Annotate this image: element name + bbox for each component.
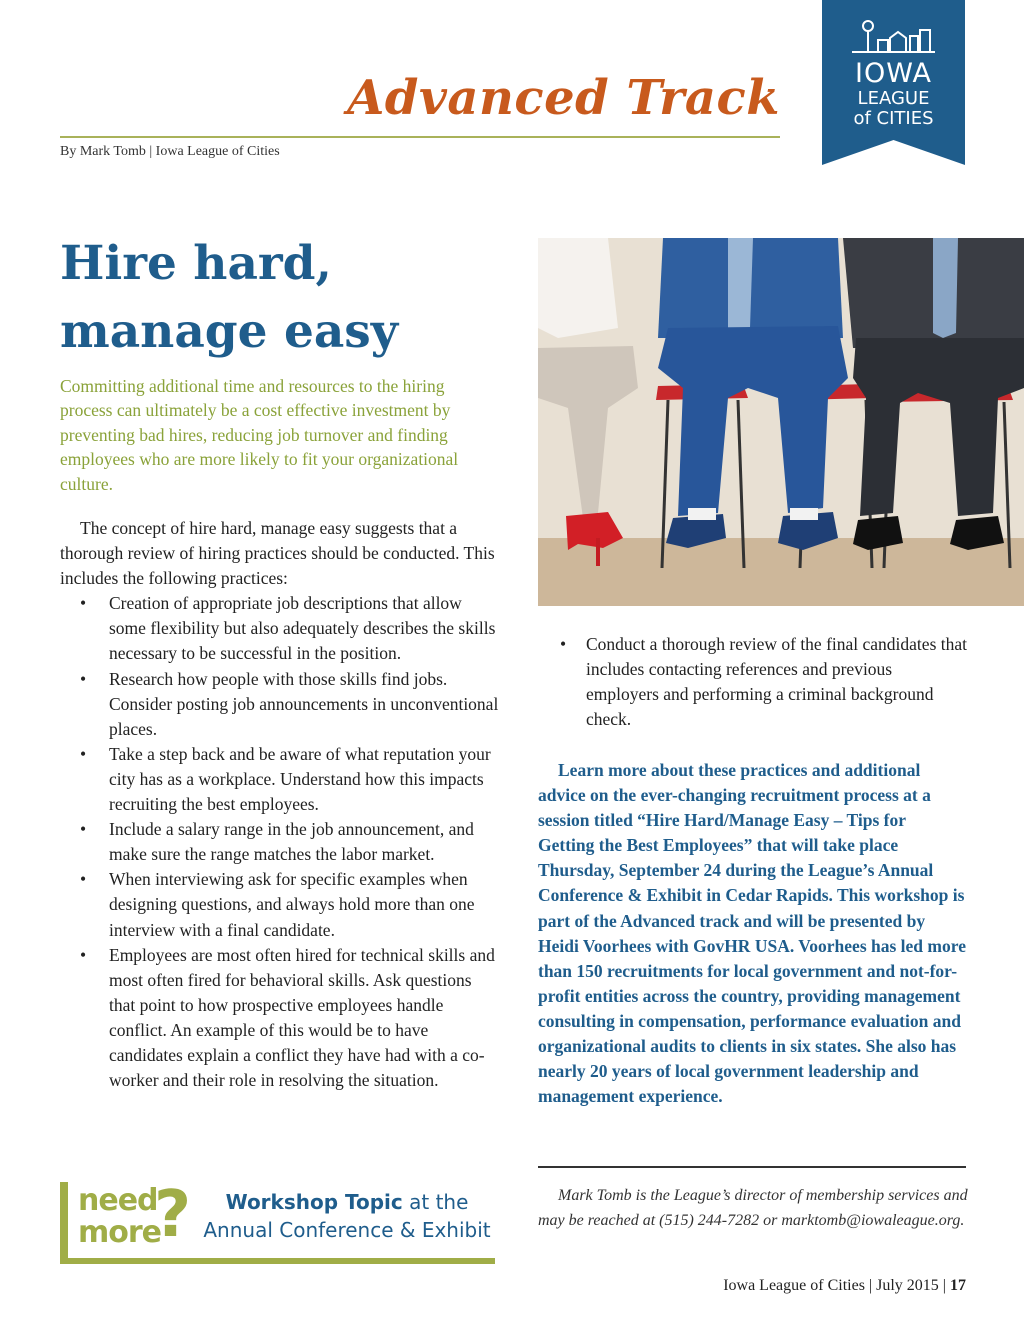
page-number: 17 bbox=[950, 1277, 966, 1294]
intro-paragraph: The concept of hire hard, manage easy suggests that a thorough review of hiring practices should be conducted. This includes the following practices: bbox=[60, 518, 495, 589]
bullet-icon: • bbox=[80, 869, 87, 890]
list-item-text: Conduct a thorough review of the final candidates that includes contacting references and previous employers and performing a criminal background check. bbox=[586, 634, 967, 730]
bullet-icon: • bbox=[80, 593, 87, 614]
list-item bbox=[60, 667, 500, 742]
promo-more-text: more bbox=[78, 1215, 162, 1250]
bullet-icon: • bbox=[560, 634, 567, 654]
footer-text: Iowa League of Cities | July 2015 | bbox=[723, 1277, 950, 1294]
section-title: Advanced Track bbox=[347, 70, 780, 126]
list-item bbox=[60, 591, 500, 666]
list-item-text: When interviewing ask for specific examples when designing questions, and always hold more than one interview with a final candidate. bbox=[109, 869, 475, 940]
promo-border-left bbox=[60, 1182, 68, 1264]
need-more-promo bbox=[60, 1178, 495, 1264]
callout-divider bbox=[538, 1166, 966, 1168]
iowa-league-logo bbox=[822, 0, 965, 165]
logo-text-iowa: IOWA bbox=[855, 58, 932, 89]
article-deck: Committing additional time and resources to the hiring process can ultimately be a cost effective investment by preventing bad hires, reducing job turnover and finding employees who are more likely to fit your organizational culture. bbox=[60, 376, 459, 494]
practices-list bbox=[60, 591, 500, 1093]
list-item-text: Include a salary range in the job announcement, and make sure the range matches the labor market. bbox=[109, 819, 474, 865]
session-callout: Learn more about these practices and additional advice on the ever-changing recruitment process at a session titled “Hire Hard/Manage Easy – Tips for Getting the Best Employees” that will take place Thursday, September 24 during the League’s Annual Conference & Exhibit in Cedar Rapids. This workshop is part of the Advanced track and will be presented by Heidi Voorhees with GovHR USA. Voorhees has led more than 150 recruitments for local government and not-for-profit entities across the country, providing management consulting in compensation, performance evaluation and organizational audits to clients in six states. She also has nearly 20 years of local government leadership and management experience. bbox=[538, 760, 966, 1107]
list-item bbox=[60, 867, 500, 942]
bullet-icon: • bbox=[80, 819, 87, 840]
headline-line-2: manage easy bbox=[60, 304, 399, 359]
page-footer bbox=[723, 1277, 966, 1295]
workshop-topic-label bbox=[202, 1188, 492, 1244]
promo-border-bottom bbox=[60, 1258, 495, 1264]
workshop-topic-line2: Annual Conference & Exhibit bbox=[203, 1218, 491, 1242]
bullet-icon: • bbox=[80, 668, 87, 689]
list-item bbox=[60, 943, 500, 1094]
header-divider bbox=[60, 136, 780, 138]
question-mark-icon: ? bbox=[154, 1178, 192, 1252]
list-item-text: Employees are most often hired for technical skills and most often fired for behavioral skills. Ask questions that point to how prospective employees handle conflict. An example of this would be to have candidates explain a conflict they have had with a co-worker and their role in resolving the situation. bbox=[109, 944, 495, 1091]
headline-line-1: Hire hard, bbox=[60, 236, 332, 291]
bullet-icon: • bbox=[80, 944, 87, 965]
promo-need-text: need bbox=[78, 1183, 158, 1218]
workshop-topic-rest: at the bbox=[402, 1190, 469, 1214]
logo-text-cities: of CITIES bbox=[853, 108, 934, 129]
list-item bbox=[60, 817, 500, 867]
bullet-icon: • bbox=[80, 743, 87, 764]
list-item-continued bbox=[538, 632, 968, 732]
seated-job-candidates-image bbox=[538, 238, 1024, 606]
logo-text-league: LEAGUE bbox=[857, 88, 930, 109]
author-bio: Mark Tomb is the League’s director of membership services and may be reached at (515) 244-7282 or marktomb@iowaleague.org. bbox=[538, 1187, 968, 1229]
list-item bbox=[60, 742, 500, 817]
byline: By Mark Tomb | Iowa League of Cities bbox=[60, 144, 280, 159]
list-item-text: Creation of appropriate job descriptions that allow some flexibility but also adequately describes the skills necessary to be successful in the position. bbox=[109, 593, 496, 664]
article-headline bbox=[60, 230, 520, 366]
article-body-left bbox=[60, 516, 500, 1093]
workshop-topic-bold: Workshop Topic bbox=[225, 1190, 403, 1214]
article-photo bbox=[538, 238, 1024, 606]
list-item-text: Research how people with those skills find jobs. Consider posting job announcements in unconventional places. bbox=[109, 668, 499, 739]
list-item-text: Take a step back and be aware of what reputation your city has as a workplace. Understand how this impacts recruiting the best employees. bbox=[109, 743, 491, 815]
